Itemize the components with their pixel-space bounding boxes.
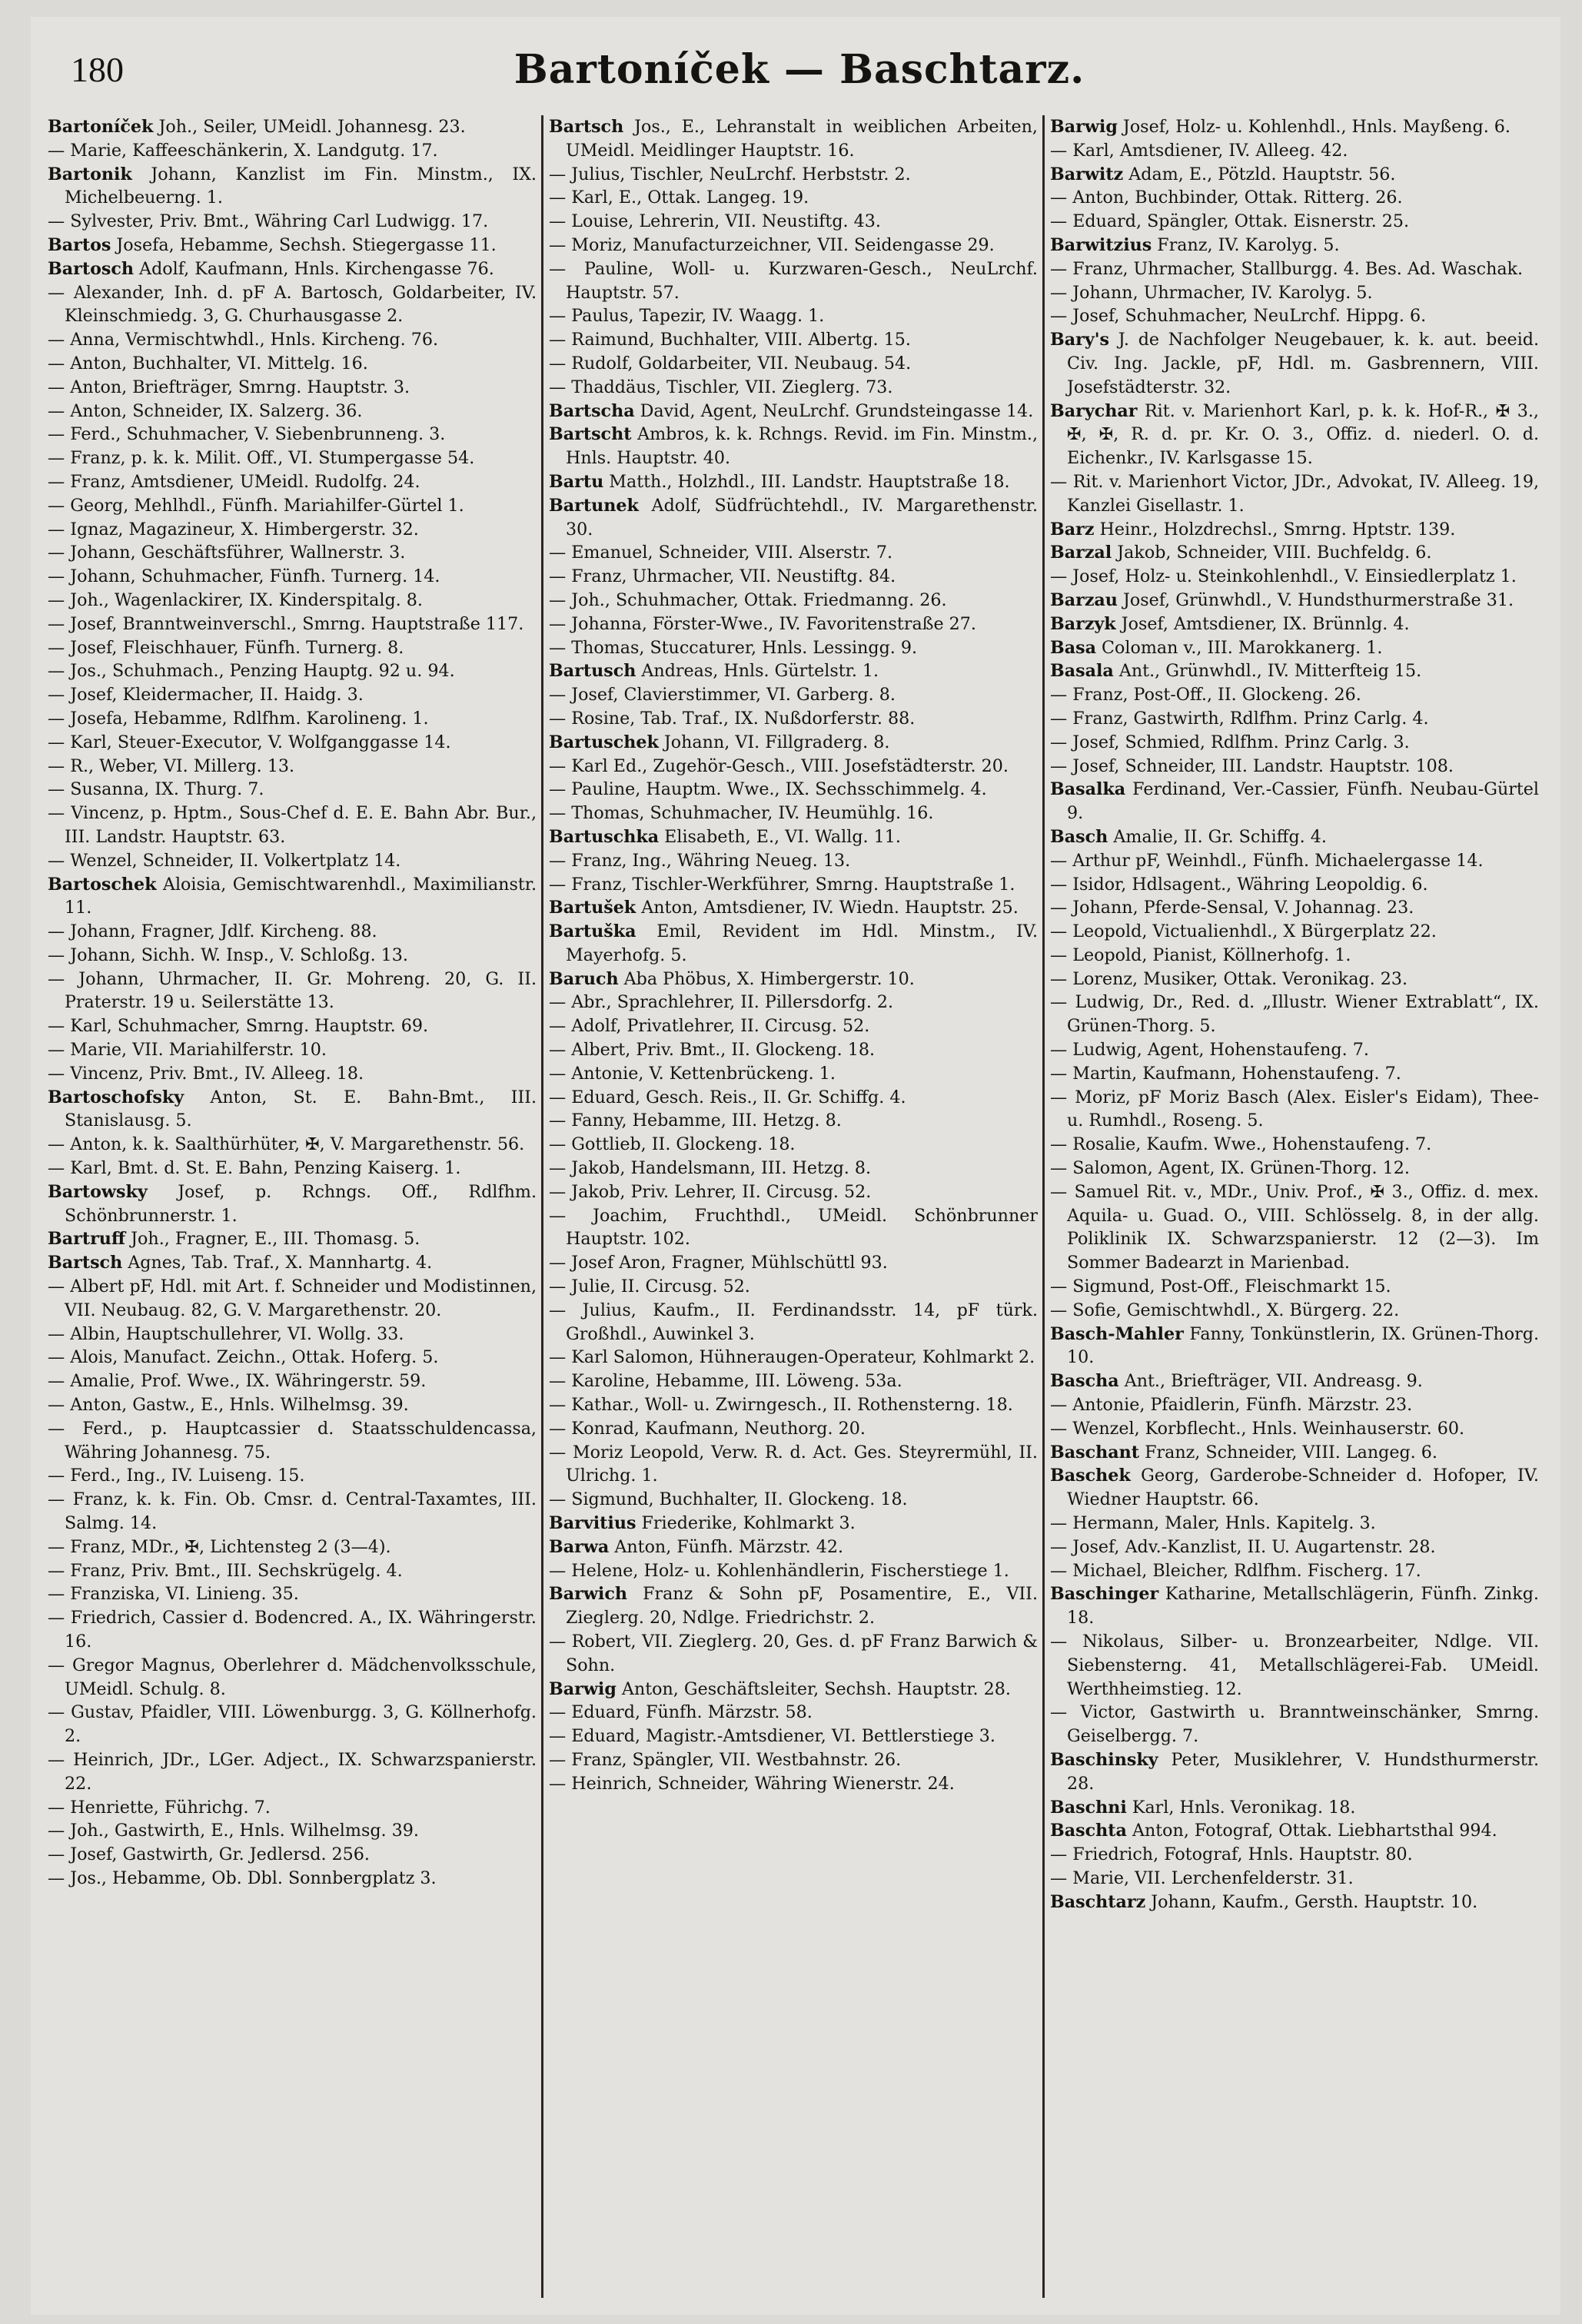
directory-entry: — Johann, Pferde-Sensal, V. Johannag. 23.	[1050, 898, 1414, 918]
directory-entry: Bascha Ant., Briefträger, VII. Andreasg. 9.	[1050, 1371, 1423, 1392]
directory-entry: Bartu Matth., Holzhdl., III. Landstr. Hauptstraße 18.	[549, 471, 1010, 492]
directory-entry: — Ludwig, Agent, Hohenstaufeng. 7.	[1050, 1040, 1369, 1061]
page-header	[54, 31, 1545, 100]
directory-entry: — Johann, Fragner, Jdlf. Kircheng. 88.	[48, 921, 377, 942]
directory-entry: — Anton, Gastw., E., Hnls. Wilhelmsg. 39.	[48, 1395, 409, 1416]
directory-entry: — Moriz Leopold, Verw. R. d. Act. Ges. Steyrermühl, II. Ulrichg. 1.	[549, 1442, 1038, 1486]
directory-entry: — Anna, Vermischtwhdl., Hnls. Kircheng. 76.	[48, 330, 439, 350]
directory-entry: Bartosch Adolf, Kaufmann, Hnls. Kirchengasse 76.	[48, 258, 494, 279]
directory-entry: — Johann, Geschäftsführer, Wallnerstr. 3.	[48, 543, 406, 563]
directory-entry: — Julius, Tischler, NeuLrchf. Herbststr. 2.	[549, 164, 911, 184]
directory-entry: Basch-Mahler Fanny, Tonkünstlerin, IX. Grünen-Thorg. 10.	[1050, 1323, 1539, 1368]
directory-entry: — Abr., Sprachlehrer, II. Pillersdorfg. 2.	[549, 992, 894, 1013]
directory-entry: — Karl Salomon, Hühneraugen-Operateur, Kohlmarkt 2.	[549, 1347, 1035, 1368]
directory-entry: — Moriz, Manufacturzeichner, VII. Seidengasse 29.	[549, 234, 995, 255]
directory-entry: — R., Weber, VI. Millerg. 13.	[48, 755, 295, 776]
directory-entry: — Louise, Lehrerin, VII. Neustiftg. 43.	[549, 211, 881, 232]
directory-entry: — Josef, Kleidermacher, II. Haidg. 3.	[48, 685, 364, 706]
directory-entry: — Kathar., Woll- u. Zwirngesch., II. Rothensterng. 18.	[549, 1395, 1013, 1416]
directory-entry: Bartsch Agnes, Tab. Traf., X. Mannhartg. 4.	[48, 1253, 433, 1273]
directory-entry: — Vincenz, Priv. Bmt., IV. Alleeg. 18.	[48, 1063, 364, 1084]
directory-entry: — Ferd., p. Hauptcassier d. Staatsschuldencassa, Währing Johannesg. 75.	[48, 1418, 537, 1462]
directory-entry: Bartsch Jos., E., Lehranstalt in weiblichen Arbeiten, UMeidl. Meidlinger Hauptstr. 16.	[549, 117, 1038, 161]
directory-entry: — Joh., Schuhmacher, Ottak. Friedmanng. 26.	[549, 589, 947, 610]
directory-entry: — Joachim, Fruchthdl., UMeidl. Schönbrunner Hauptstr. 102.	[549, 1205, 1038, 1250]
column-rule	[1042, 115, 1045, 2298]
directory-entry: — Joh., Gastwirth, E., Hnls. Wilhelmsg. 39.	[48, 1821, 419, 1841]
directory-entry: — Joh., Wagenlackirer, IX. Kinderspitalg. 8.	[48, 589, 423, 610]
directory-entry: — Eduard, Gesch. Reis., II. Gr. Schiffg. 4.	[549, 1087, 906, 1107]
directory-entry: — Michael, Bleicher, Rdlfhm. Fischerg. 17.	[1050, 1560, 1421, 1581]
directory-entry: Barz Heinr., Holzdrechsl., Smrng. Hptstr. 139.	[1050, 519, 1456, 540]
directory-entry: Bartscht Ambros, k. k. Rchngs. Revid. im Fin. Minstm., Hnls. Hauptstr. 40.	[549, 424, 1038, 469]
directory-entry: Baschtarz Johann, Kaufm., Gersth. Hauptstr. 10.	[1050, 1891, 1478, 1912]
directory-entry: — Amalie, Prof. Wwe., IX. Währingerstr. 59.	[48, 1371, 427, 1392]
directory-entry: Bartuschek Johann, VI. Fillgraderg. 8.	[549, 732, 890, 752]
directory-entry: Barychar Rit. v. Marienhort Karl, p. k. k. Hof-R., ✠ 3., ✠, ✠, R. d. pr. Kr. O. 3., Offiz. d. niederl. O. d. Eichenkr., IV. Karlsgasse 15.	[1050, 400, 1539, 469]
directory-entry: Basala Ant., Grünwhdl., IV. Mitterfteig 15.	[1050, 661, 1422, 682]
directory-entry: — Albert pF, Hdl. mit Art. f. Schneider und Modistinnen, VII. Neubaug. 82, G. V. Margarethenstr. 20.	[48, 1277, 537, 1320]
directory-entry: — Rosalie, Kaufm. Wwe., Hohenstaufeng. 7.	[1050, 1134, 1432, 1155]
directory-entry: Bartscha David, Agent, NeuLrchf. Grundsteingasse 14.	[549, 400, 1034, 421]
directory-entry: — Karl, E., Ottak. Langeg. 19.	[549, 188, 809, 208]
directory-entry: — Sigmund, Post-Off., Fleischmarkt 15.	[1050, 1277, 1391, 1297]
directory-entry: — Wenzel, Korbflecht., Hnls. Weinhauserstr. 60.	[1050, 1418, 1465, 1439]
directory-entry: — Lorenz, Musiker, Ottak. Veronikag. 23.	[1050, 968, 1408, 989]
directory-entry: — Julius, Kaufm., II. Ferdinandsstr. 14, pF türk. Großhdl., Auwinkel 3.	[549, 1300, 1038, 1344]
directory-entry: Barzyk Josef, Amtsdiener, IX. Brünnlg. 4.	[1050, 613, 1410, 634]
column-2	[549, 115, 1038, 2306]
directory-entry: — Karl, Schuhmacher, Smrng. Hauptstr. 69.	[48, 1016, 429, 1037]
directory-entry: — Sigmund, Buchhalter, II. Glockeng. 18.	[549, 1489, 908, 1510]
running-head: Bartoníček — Baschtarz.	[513, 46, 1085, 93]
directory-entry: — Karl, Bmt. d. St. E. Bahn, Penzing Kaiserg. 1.	[48, 1158, 461, 1179]
directory-entry: — Thomas, Stuccaturer, Hnls. Lessingg. 9.	[549, 637, 918, 658]
directory-entry: — Hermann, Maler, Hnls. Kapitelg. 3.	[1050, 1513, 1376, 1534]
directory-entry: — Gregor Magnus, Oberlehrer d. Mädchenvolksschule, UMeidl. Schulg. 8.	[48, 1655, 537, 1699]
directory-entry: — Eduard, Spängler, Ottak. Eisnerstr. 25.	[1050, 211, 1410, 232]
directory-entry: — Johanna, Förster-Wwe., IV. Favoritenstraße 27.	[549, 613, 976, 634]
directory-entry: — Marie, VII. Lerchenfelderstr. 31.	[1050, 1868, 1354, 1888]
directory-entry: Baschinger Katharine, Metallschlägerin, Fünfh. Zinkg. 18.	[1050, 1584, 1539, 1628]
directory-entry: — Robert, VII. Zieglerg. 20, Ges. d. pF Franz Barwich & Sohn.	[549, 1632, 1038, 1675]
directory-entry: — Franz, Uhrmacher, VII. Neustiftg. 84.	[549, 566, 896, 587]
directory-entry: — Jos., Schuhmach., Penzing Hauptg. 92 u. 94.	[48, 661, 455, 682]
directory-entry: — Rit. v. Marienhort Victor, JDr., Advokat, IV. Alleeg. 19, Kanzlei Gisellastr. 1.	[1050, 471, 1539, 516]
directory-entry: — Franz, Gastwirth, Rdlfhm. Prinz Carlg. 4.	[1050, 708, 1429, 729]
directory-entry: — Marie, Kaffeeschänkerin, X. Landgutg. 17.	[48, 140, 438, 161]
column-3	[1050, 115, 1539, 2306]
directory-entry: — Karl, Steuer-Executor, V. Wolfganggasse 14.	[48, 732, 451, 752]
directory-entry: — Alois, Manufact. Zeichn., Ottak. Hoferg. 5.	[48, 1347, 439, 1368]
directory-entry: — Franz, MDr., ✠, Lichtensteg 2 (3—4).	[48, 1536, 391, 1557]
directory-entry: — Anton, Briefträger, Smrng. Hauptstr. 3.	[48, 377, 410, 397]
directory-entry: — Anton, Schneider, IX. Salzerg. 36.	[48, 400, 363, 421]
directory-entry: Bartoschofsky Anton, St. E. Bahn-Bmt., III. Stanislausg. 5.	[48, 1087, 537, 1131]
directory-entry: — Sofie, Gemischtwhdl., X. Bürgerg. 22.	[1050, 1300, 1400, 1320]
directory-entry: Bartowsky Josef, p. Rchngs. Off., Rdlfhm. Schönbrunnerstr. 1.	[48, 1181, 537, 1226]
directory-entry: — Rudolf, Goldarbeiter, VII. Neubaug. 54.	[549, 353, 912, 374]
directory-entry: — Ferd., Ing., IV. Luiseng. 15.	[48, 1466, 305, 1486]
directory-entry: — Victor, Gastwirth u. Branntweinschänker, Smrng. Geiselbergg. 7.	[1050, 1702, 1539, 1747]
directory-entry: — Franziska, VI. Linieng. 35.	[48, 1584, 299, 1605]
directory-entry: — Josef, Clavierstimmer, VI. Garberg. 8.	[549, 685, 896, 706]
directory-entry: — Johann, Schuhmacher, Fünfh. Turnerg. 14.	[48, 566, 440, 587]
directory-entry: Basa Coloman v., III. Marokkanerg. 1.	[1050, 637, 1383, 658]
directory-entry: — Franz, Spängler, VII. Westbahnstr. 26.	[549, 1749, 902, 1770]
directory-entry: — Josef Aron, Fragner, Mühlschüttl 93.	[549, 1253, 888, 1273]
directory-entry: — Konrad, Kaufmann, Neuthorg. 20.	[549, 1418, 866, 1439]
directory-entry: Barzau Josef, Grünwhdl., V. Hundsthurmerstraße 31.	[1050, 589, 1514, 610]
directory-entry: — Albert, Priv. Bmt., II. Glockeng. 18.	[549, 1040, 876, 1061]
directory-entry: — Franz, Uhrmacher, Stallburgg. 4. Bes. Ad. Waschak.	[1050, 258, 1524, 279]
directory-entry: — Franz, Amtsdiener, UMeidl. Rudolfg. 24.	[48, 471, 420, 492]
directory-entry: — Raimund, Buchhalter, VIII. Albertg. 15.	[549, 330, 911, 350]
directory-entry: Barzal Jakob, Schneider, VIII. Buchfeldg. 6.	[1050, 543, 1432, 563]
directory-entry: — Nikolaus, Silber- u. Bronzearbeiter, Ndlge. VII. Siebensterng. 41, Metallschlägerei-Fab. UMeidl. Werthheimstieg. 12.	[1050, 1632, 1539, 1699]
directory-entry: Barwitzius Franz, IV. Karolyg. 5.	[1050, 234, 1340, 255]
directory-entry: Barwig Anton, Geschäftsleiter, Sechsh. Hauptstr. 28.	[549, 1678, 1011, 1699]
directory-entry: — Eduard, Magistr.-Amtsdiener, VI. Bettlerstiege 3.	[549, 1726, 995, 1747]
directory-entry: — Josef, Holz- u. Steinkohlenhdl., V. Einsiedlerplatz 1.	[1050, 566, 1517, 587]
directory-entry: — Pauline, Woll- u. Kurzwaren-Gesch., NeuLrchf. Hauptstr. 57.	[549, 258, 1038, 303]
column-1	[48, 115, 537, 2306]
directory-entry: — Josef, Adv.-Kanzlist, II. U. Augartenstr. 28.	[1050, 1536, 1436, 1557]
directory-entry: — Franz, Ing., Währing Neueg. 13.	[549, 850, 851, 871]
directory-entry: — Heinrich, Schneider, Währing Wienerstr. 24.	[549, 1773, 955, 1794]
directory-entry: — Paulus, Tapezir, IV. Waagg. 1.	[549, 306, 825, 327]
directory-entry: — Josef, Schneider, III. Landstr. Hauptstr. 108.	[1050, 755, 1454, 776]
directory-entry: Bartuschka Elisabeth, E., VI. Wallg. 11.	[549, 826, 901, 847]
directory-entry: Barwa Anton, Fünfh. Märzstr. 42.	[549, 1536, 844, 1557]
directory-entry: — Anton, Buchbinder, Ottak. Ritterg. 26.	[1050, 188, 1403, 208]
directory-entry: — Moriz, pF Moriz Basch (Alex. Eisler's Eidam), Thee- u. Rumhdl., Roseng. 5.	[1050, 1087, 1539, 1131]
directory-entry: Baschinsky Peter, Musiklehrer, V. Hundsthurmerstr. 28.	[1050, 1749, 1539, 1794]
directory-entry: Bary's J. de Nachfolger Neugebauer, k. k. aut. beeid. Civ. Ing. Jackle, pF, Hdl. m. Gasbrennern, VIII. Josefstädterstr. 32.	[1050, 330, 1539, 397]
directory-entry: Bartušek Anton, Amtsdiener, IV. Wiedn. Hauptstr. 25.	[549, 898, 1019, 918]
directory-entry: — Franz, Tischler-Werkführer, Smrng. Hauptstraße 1.	[549, 874, 1015, 895]
directory-page	[31, 17, 1560, 2315]
directory-entry: — Arthur pF, Weinhdl., Fünfh. Michaelergasse 14.	[1050, 850, 1484, 871]
directory-entry: Bartoníček Joh., Seiler, UMeidl. Johannesg. 23.	[48, 117, 466, 137]
directory-entry: Barwig Josef, Holz- u. Kohlenhdl., Hnls. Mayßeng. 6.	[1050, 117, 1511, 137]
directory-entry: — Josef, Branntweinverschl., Smrng. Hauptstraße 117.	[48, 613, 524, 634]
directory-entry: — Emanuel, Schneider, VIII. Alserstr. 7.	[549, 543, 893, 563]
directory-entry: — Friedrich, Cassier d. Bodencred. A., IX. Währingerstr. 16.	[48, 1608, 537, 1652]
directory-entry: — Vincenz, p. Hptm., Sous-Chef d. E. E. Bahn Abr. Bur., III. Landstr. Hauptstr. 63.	[48, 803, 537, 847]
directory-entry: — Sylvester, Priv. Bmt., Währing Carl Ludwigg. 17.	[48, 211, 489, 232]
directory-entry: Baruch Aba Phöbus, X. Himbergerstr. 10.	[549, 968, 915, 989]
directory-entry: Bartos Josefa, Hebamme, Sechsh. Stiegergasse 11.	[48, 234, 497, 255]
directory-entry: — Rosine, Tab. Traf., IX. Nußdorferstr. 88.	[549, 708, 916, 729]
directory-entry: — Karl Ed., Zugehör-Gesch., VIII. Josefstädterstr. 20.	[549, 755, 1009, 776]
directory-entry: — Susanna, IX. Thurg. 7.	[48, 779, 264, 800]
directory-entry: — Heinrich, JDr., LGer. Adject., IX. Schwarzspanierstr. 22.	[48, 1749, 537, 1794]
directory-entry: — Josef, Gastwirth, Gr. Jedlersd. 256.	[48, 1844, 370, 1865]
directory-entry: — Jos., Hebamme, Ob. Dbl. Sonnbergplatz 3.	[48, 1868, 437, 1888]
directory-entry: — Josef, Schuhmacher, NeuLrchf. Hippg. 6.	[1050, 306, 1427, 327]
directory-entry: — Gustav, Pfaidler, VIII. Löwenburgg. 3, G. Köllnerhofg. 2.	[48, 1702, 537, 1747]
directory-entry: — Karl, Amtsdiener, IV. Alleeg. 42.	[1050, 140, 1348, 161]
directory-entry: — Alexander, Inh. d. pF A. Bartosch, Goldarbeiter, IV. Kleinschmiedg. 3, G. Churhausgasse 2.	[48, 282, 537, 327]
directory-entry: — Jakob, Handelsmann, III. Hetzg. 8.	[549, 1158, 872, 1179]
directory-entry: Bartusch Andreas, Hnls. Gürtelstr. 1.	[549, 661, 879, 682]
directory-entry: Baschek Georg, Garderobe-Schneider d. Hofoper, IV. Wiedner Hauptstr. 66.	[1050, 1466, 1539, 1510]
directory-entry: — Thomas, Schuhmacher, IV. Heumühlg. 16.	[549, 803, 934, 824]
directory-entry: Bartoschek Aloisia, Gemischtwarenhdl., Maximilianstr. 11.	[48, 874, 537, 918]
directory-entry: — Josef, Fleischhauer, Fünfh. Turnerg. 8.	[48, 637, 404, 658]
directory-entry: Baschant Franz, Schneider, VIII. Langeg. 6.	[1050, 1442, 1437, 1462]
directory-entry: — Pauline, Hauptm. Wwe., IX. Sechsschimmelg. 4.	[549, 779, 987, 800]
directory-entry: Bartunek Adolf, Südfrüchtehdl., IV. Margarethenstr. 30.	[549, 495, 1038, 540]
directory-entry: — Franz, Priv. Bmt., III. Sechskrügelg. 4.	[48, 1560, 403, 1581]
directory-entry: Basalka Ferdinand, Ver.-Cassier, Fünfh. Neubau-Gürtel 9.	[1050, 779, 1539, 824]
directory-entry: — Johann, Uhrmacher, IV. Karolyg. 5.	[1050, 282, 1373, 303]
directory-entry: — Ferd., Schuhmacher, V. Siebenbrunneng. 3.	[48, 424, 446, 445]
directory-entry: — Martin, Kaufmann, Hohenstaufeng. 7.	[1050, 1063, 1401, 1084]
directory-entry: Bartonik Johann, Kanzlist im Fin. Minstm., IX. Michelbeuerng. 1.	[48, 164, 537, 208]
directory-entry: — Fanny, Hebamme, III. Hetzg. 8.	[549, 1111, 842, 1131]
page-number: 180	[71, 50, 124, 89]
directory-entry: Bartruff Joh., Fragner, E., III. Thomasg. 5.	[48, 1229, 420, 1250]
directory-entry: — Jakob, Priv. Lehrer, II. Circusg. 52.	[549, 1181, 872, 1202]
directory-entry: Barwitz Adam, E., Pötzld. Hauptstr. 56.	[1050, 164, 1396, 184]
directory-entry: Barvitius Friederike, Kohlmarkt 3.	[549, 1513, 856, 1534]
directory-entry: Bartuška Emil, Revident im Hdl. Minstm., IV. Mayerhofg. 5.	[549, 921, 1038, 965]
directory-entry: — Leopold, Victualienhdl., X Bürgerplatz 22.	[1050, 921, 1437, 942]
directory-entry: — Ludwig, Dr., Red. d. „Illustr. Wiener Extrablatt“, IX. Grünen-Thorg. 5.	[1050, 992, 1539, 1037]
directory-entry: — Antonie, Pfaidlerin, Fünfh. Märzstr. 23.	[1050, 1395, 1413, 1416]
directory-entry: — Franz, k. k. Fin. Ob. Cmsr. d. Central-Taxamtes, III. Salmg. 14.	[48, 1489, 537, 1534]
directory-entry: — Albin, Hauptschullehrer, VI. Wollg. 33.	[48, 1323, 404, 1344]
directory-columns	[48, 115, 1554, 2306]
directory-entry: — Josefa, Hebamme, Rdlfhm. Karolineng. 1.	[48, 708, 429, 729]
directory-entry: — Julie, II. Circusg. 52.	[549, 1277, 750, 1297]
directory-entry: — Anton, Buchhalter, VI. Mittelg. 16.	[48, 353, 368, 374]
directory-entry: — Anton, k. k. Saalthürhüter, ✠, V. Margarethenstr. 56.	[48, 1134, 525, 1155]
directory-entry: — Johann, Uhrmacher, II. Gr. Mohreng. 20, G. II. Praterstr. 19 u. Seilerstätte 13.	[48, 968, 537, 1013]
directory-entry: Basch Amalie, II. Gr. Schiffg. 4.	[1050, 826, 1327, 847]
directory-entry: — Josef, Schmied, Rdlfhm. Prinz Carlg. 3.	[1050, 732, 1410, 752]
directory-entry: — Franz, p. k. k. Milit. Off., VI. Stumpergasse 54.	[48, 448, 475, 469]
directory-entry: — Gottlieb, II. Glockeng. 18.	[549, 1134, 796, 1155]
directory-entry: Barwich Franz & Sohn pF, Posamentire, E., VII. Zieglerg. 20, Ndlge. Friedrichstr. 2.	[549, 1584, 1038, 1628]
directory-entry: — Leopold, Pianist, Köllnerhofg. 1.	[1050, 945, 1351, 965]
directory-entry: — Eduard, Fünfh. Märzstr. 58.	[549, 1702, 813, 1723]
column-rule	[541, 115, 543, 2298]
directory-entry: — Helene, Holz- u. Kohlenhändlerin, Fischerstiege 1.	[549, 1560, 1009, 1581]
directory-entry: Baschta Anton, Fotograf, Ottak. Liebhartsthal 994.	[1050, 1821, 1497, 1841]
directory-entry: — Adolf, Privatlehrer, II. Circusg. 52.	[549, 1016, 870, 1037]
directory-entry: — Samuel Rit. v., MDr., Univ. Prof., ✠ 3., Offiz. d. mex. Aquila- u. Guad. O., VIII. Schlösselg. 8, in der allg. Poliklinik IX. Schwarzspanierstr. 12 (2—3). Im Sommer Badearzt in Marienbad.	[1050, 1181, 1539, 1273]
directory-entry: Baschni Karl, Hnls. Veronikag. 18.	[1050, 1797, 1356, 1818]
directory-entry: — Marie, VII. Mariahilferstr. 10.	[48, 1040, 327, 1061]
directory-entry: — Johann, Sichh. W. Insp., V. Schloßg. 13.	[48, 945, 408, 965]
directory-entry: — Wenzel, Schneider, II. Volkertplatz 14.	[48, 850, 401, 871]
directory-entry: — Ignaz, Magazineur, X. Himbergerstr. 32.	[48, 519, 419, 540]
directory-entry: — Thaddäus, Tischler, VII. Zieglerg. 73.	[549, 377, 893, 397]
directory-entry: — Antonie, V. Kettenbrückeng. 1.	[549, 1063, 836, 1084]
directory-entry: — Karoline, Hebamme, III. Löweng. 53a.	[549, 1371, 902, 1392]
directory-entry: — Isidor, Hdlsagent., Währing Leopoldig. 6.	[1050, 874, 1428, 895]
directory-entry: — Henriette, Führichg. 7.	[48, 1797, 271, 1818]
directory-entry: — Georg, Mehlhdl., Fünfh. Mariahilfer-Gürtel 1.	[48, 495, 464, 516]
directory-entry: — Franz, Post-Off., II. Glockeng. 26.	[1050, 685, 1361, 706]
directory-entry: — Friedrich, Fotograf, Hnls. Hauptstr. 80.	[1050, 1844, 1413, 1865]
directory-entry: — Salomon, Agent, IX. Grünen-Thorg. 12.	[1050, 1158, 1410, 1179]
